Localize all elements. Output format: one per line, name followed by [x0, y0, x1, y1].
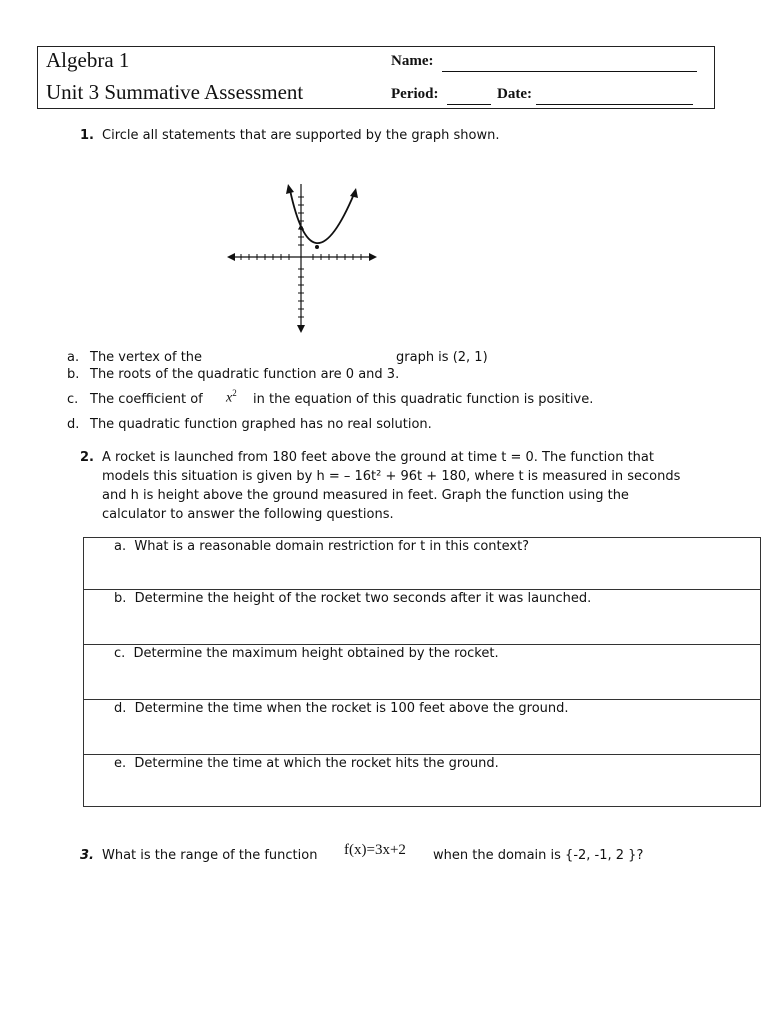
q2-part-c-row[interactable] [84, 645, 761, 700]
q1-option-a-text-after: graph is (2, 1) [396, 350, 488, 365]
q2-part-b-text: Determine the height of the rocket two seconds after it was launched. [134, 591, 592, 606]
q2-part-e-letter: e. [114, 756, 127, 771]
q1-option-c-text-before: The coefficient of [90, 392, 203, 407]
q1-option-d-text: The quadratic function graphed has no real solution. [90, 417, 432, 432]
period-label: Period: [391, 86, 439, 102]
q2-part-e-row[interactable] [84, 755, 761, 807]
q2-part-d-text: Determine the time when the rocket is 100 feet above the ground. [134, 701, 569, 716]
q3-text-before: What is the range of the function [102, 848, 318, 863]
name-label: Name: [391, 53, 434, 69]
q3-number: 3. [80, 848, 94, 863]
q1-prompt: Circle all statements that are supported by the graph shown. [102, 128, 500, 143]
unit-title: Unit 3 Summative Assessment [46, 80, 304, 104]
q1-option-b-text: The roots of the quadratic function are 0 and 3. [90, 367, 400, 382]
q2-line-1: A rocket is launched from 180 feet above the ground at time t = 0. The function that [102, 450, 654, 465]
q1-option-b-letter: b. [67, 367, 80, 382]
q2-part-b-row[interactable] [84, 590, 761, 645]
q2-part-d-row[interactable] [84, 700, 761, 755]
period-field[interactable] [447, 90, 491, 105]
q2-part-b-letter: b. [114, 591, 127, 606]
q1-option-a-text-before: The vertex of the [90, 350, 203, 365]
q3-text-after: when the domain is {-2, -1, 2 }? [433, 848, 644, 863]
q2-part-c-letter: c. [114, 646, 126, 661]
q2-line-2: models this situation is given by h = – 16t² + 96t + 180, where t is measured in seconds [102, 469, 681, 484]
q3-function-formula: f(x)=3x+2 [344, 842, 406, 858]
q1-option-c-letter: c. [67, 392, 79, 407]
course-title: Algebra 1 [46, 48, 130, 72]
name-field[interactable] [442, 57, 697, 72]
q2-part-a-letter: a. [114, 539, 127, 554]
q2-line-4: calculator to answer the following questions. [102, 507, 394, 522]
q2-part-d-letter: d. [114, 701, 127, 716]
date-field[interactable] [536, 90, 693, 105]
q2-part-e-text: Determine the time at which the rocket hits the ground. [134, 756, 499, 771]
q2-part-c-text: Determine the maximum height obtained by the rocket. [133, 646, 499, 661]
q2-part-a-row[interactable] [84, 538, 761, 590]
q2-answer-table [83, 537, 761, 807]
q1-parabola-graph [224, 170, 384, 340]
q1-option-d-letter: d. [67, 417, 80, 432]
q1-option-a-letter: a. [67, 350, 80, 365]
q1-option-c-math: $x^2$ [226, 388, 237, 406]
date-label: Date: [497, 86, 532, 102]
q1-number: 1. [80, 128, 94, 143]
q2-number: 2. [80, 450, 94, 465]
q2-part-a-text: What is a reasonable domain restriction for t in this context? [134, 539, 530, 554]
q1-option-c-text-after: in the equation of this quadratic function is positive. [253, 392, 594, 407]
q2-line-3: and h is height above the ground measured in feet. Graph the function using the [102, 488, 629, 503]
